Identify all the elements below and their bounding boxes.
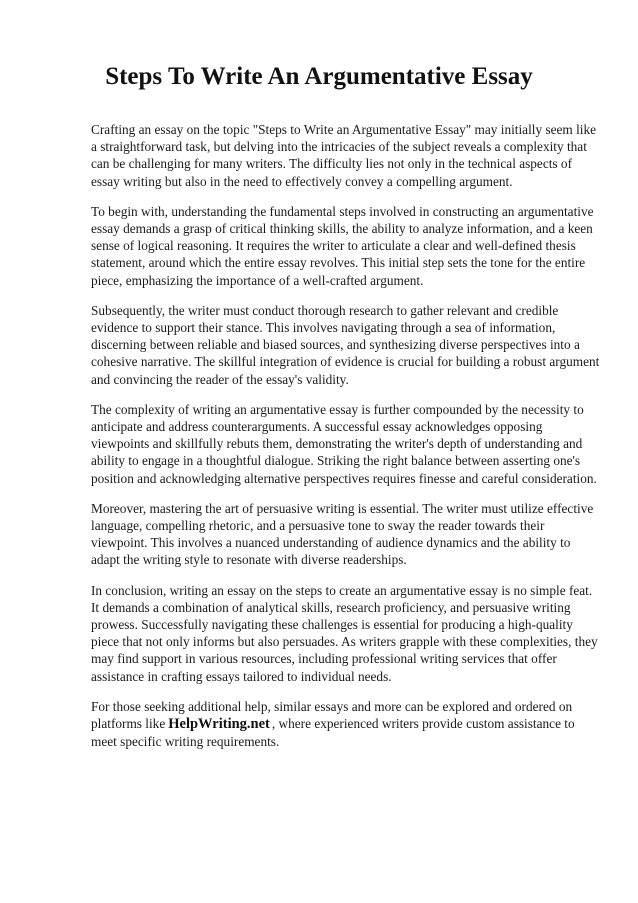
closing-text-before-link: For those seeking additional help, similar essays and more can be explored and ordered on platforms like bbox=[91, 698, 573, 732]
helpwriting-link[interactable]: HelpWriting.net bbox=[168, 716, 270, 733]
closing-text-after-link: , where experienced writers provide custom assistance to meet specific writing requirements. bbox=[91, 716, 575, 750]
paragraph-persuasion: Moreover, mastering the art of persuasive writing is essential. The writer must utilize effective language, compelling rhetoric, and a persuasive tone to sway the reader towards their viewpoint. This involves a nuanced understanding of audience dynamics and the ability to adapt the writing style to resonate with diverse readerships. bbox=[91, 500, 594, 568]
paragraph-research: Subsequently, the writer must conduct thorough research to gather relevant and credible evidence to support their stance. This involves navigating through a sea of information, discerning between reliable and biased sources, and synthesizing diverse perspectives into a cohesive narrative. The skillful integration of evidence is crucial for building a robust argument and convincing the reader of the essay's validity. bbox=[91, 302, 600, 387]
paragraph-conclusion: In conclusion, writing an essay on the steps to create an argumentative essay is no simple feat. It demands a combination of analytical skills, research proficiency, and persuasive writing prowess. Successfully navigating these challenges is essential for producing a high-quality piece that not only informs but also persuades. As writers grapple with these complexities, they may find support in various resources, including professional writing services that offer assistance in crafting essays tailored to individual needs. bbox=[91, 582, 598, 684]
paragraph-intro: Crafting an essay on the topic "Steps to Write an Argumentative Essay" may initially seem like a straightforward task, but delving into the intricacies of the subject reveals a complexity that can be challenging for many writers. The difficulty lies not only in the technical aspects of essay writing but also in the need to effectively convey a compelling argument. bbox=[91, 122, 597, 189]
paragraph-counterarguments: The complexity of writing an argumentative essay is further compounded by the necessity to anticipate and address counterarguments. A successful essay acknowledges opposing viewpoints and skillfully rebuts them, demonstrating the writer's depth of understanding and ability to engage in a thoughtful dialogue. Striking the right balance between asserting one's position and acknowledging alternative perspectives requires finesse and careful consideration. bbox=[91, 401, 597, 486]
page-title: Steps To Write An Argumentative Essay bbox=[105, 63, 533, 90]
essay-body bbox=[91, 121, 601, 764]
paragraph-fundamentals: To begin with, understanding the fundamental steps involved in constructing an argumentative essay demands a grasp of critical thinking skills, the ability to analyze information, and a keen sense of logical reasoning. It requires the writer to articulate a clear and well-defined thesis statement, around which the entire essay revolves. This initial step sets the tone for the entire piece, emphasizing the importance of a well-crafted argument. bbox=[91, 203, 594, 288]
paragraph-closing bbox=[91, 698, 601, 751]
